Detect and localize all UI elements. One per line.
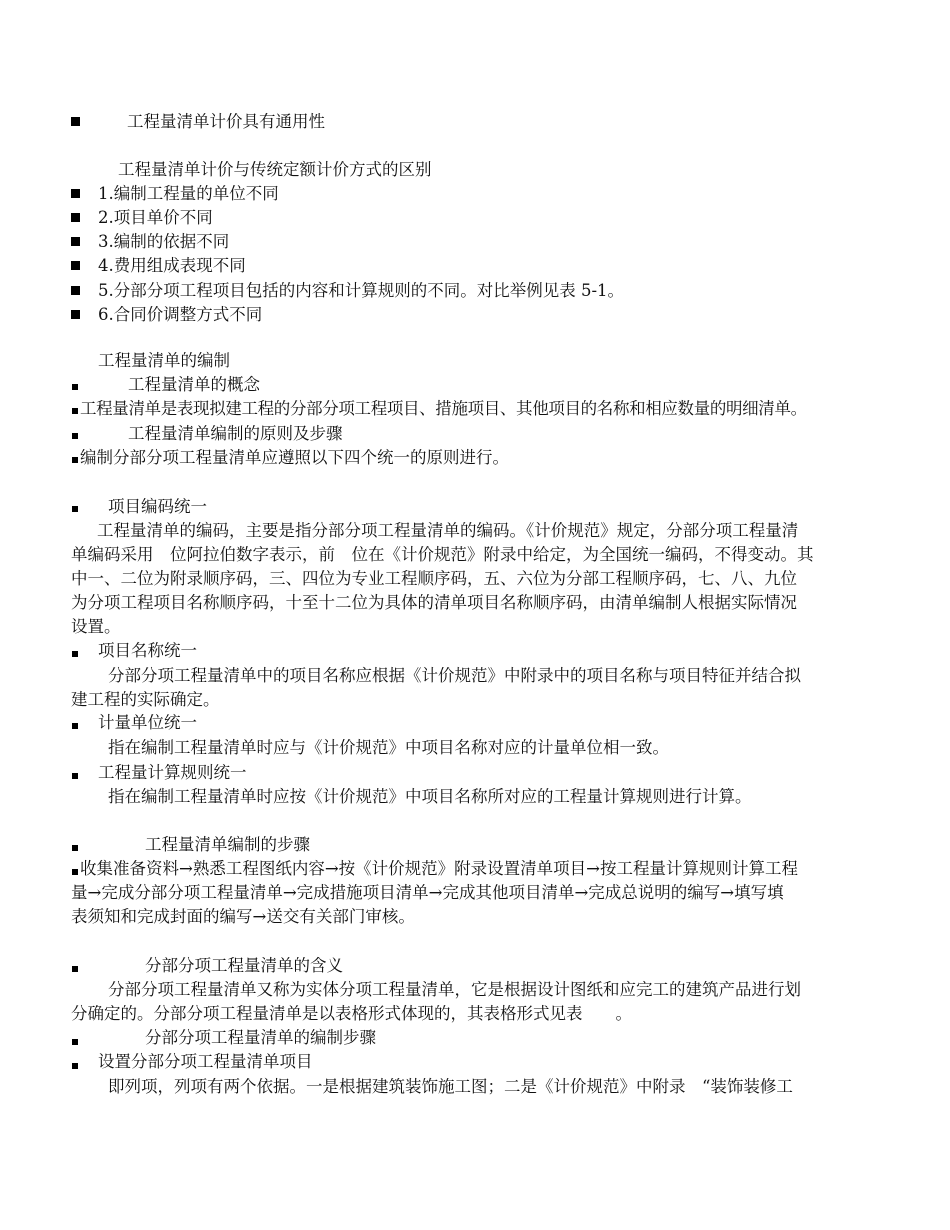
bullet-square-icon [71, 261, 80, 270]
bullet-square-icon [72, 1039, 78, 1045]
bullet-square-icon [71, 286, 80, 295]
paragraph-line: 工程量清单的编码，主要是指分部分项工程量清单的编码。《计价规范》规定，分部分项工程量清 [97, 521, 799, 540]
list-item: 1.编制工程量的单位不同 [98, 184, 279, 203]
bullet-square-icon [72, 966, 78, 972]
heading-line: 工程量清单计价具有通用性 [127, 112, 325, 131]
list-item: 6.合同价调整方式不同 [98, 305, 263, 324]
paragraph-line: 设置。 [71, 617, 121, 636]
paragraph-line: 量→完成分部分项工程量清单→完成措施项目清单→完成其他项目清单→完成总说明的编写→填写填 [71, 883, 784, 902]
bullet-square-icon [72, 773, 78, 779]
heading-line: 项目编码统一 [108, 497, 207, 516]
paragraph-line: 工程量清单是表现拟建工程的分部分项工程项目、措施项目、其他项目的名称和相应数量的明细清单。 [80, 399, 807, 418]
paragraph-line: 为分项工程项目名称顺序码，十至十二位为具体的清单项目名称顺序码，由清单编制人根据实际情况 [71, 593, 797, 612]
heading-line: 工程量清单的概念 [128, 375, 260, 394]
bullet-square-icon [72, 506, 78, 512]
paragraph-line: 单编码采用 位阿拉伯数字表示，前 位在《计价规范》附录中给定，为全国统一编码，不得变动。其 [71, 545, 814, 564]
paragraph-line: 建工程的实际确定。 [71, 690, 220, 709]
heading-line: 工程量清单编制的原则及步骤 [128, 424, 343, 443]
heading-line: 工程量清单计价与传统定额计价方式的区别 [118, 160, 432, 179]
heading-line: 分部分项工程量清单的含义 [145, 956, 343, 975]
heading-line: 工程量清单的编制 [98, 351, 230, 370]
bullet-square-icon [71, 310, 80, 319]
list-item: 2.项目单价不同 [98, 208, 213, 227]
heading-line: 计量单位统一 [98, 713, 197, 732]
bullet-square-icon [72, 408, 78, 414]
bullet-square-icon [71, 213, 80, 222]
bullet-square-icon [72, 869, 78, 875]
heading-line: 工程量计算规则统一 [98, 763, 247, 782]
paragraph-line: 编制分部分项工程量清单应遵照以下四个统一的原则进行。 [80, 448, 509, 467]
paragraph-line: 收集准备资料→熟悉工程图纸内容→按《计价规范》附录设置清单项目→按工程量计算规则计算工程 [80, 859, 798, 878]
list-item: 5.分部分项工程项目包括的内容和计算规则的不同。对比举例见表 5-1。 [98, 281, 625, 300]
bullet-square-icon [72, 384, 78, 390]
bullet-square-icon [71, 237, 80, 246]
bullet-square-icon [71, 189, 80, 198]
bullet-square-icon [72, 651, 78, 657]
bullet-square-icon [72, 1063, 78, 1069]
heading-line: 项目名称统一 [98, 641, 197, 660]
heading-line: 设置分部分项工程量清单项目 [98, 1052, 313, 1071]
list-item: 4.费用组成表现不同 [98, 256, 246, 275]
paragraph-line: 指在编制工程量清单时应与《计价规范》中项目名称对应的计量单位相一致。 [108, 738, 669, 757]
bullet-square-icon [72, 845, 78, 851]
paragraph-line: 即列项，列项有两个依据。一是根据建筑装饰施工图；二是《计价规范》中附录 “装饰装修工 [108, 1077, 793, 1096]
heading-line: 分部分项工程量清单的编制步骤 [145, 1028, 376, 1047]
paragraph-line: 表须知和完成封面的编写→送交有关部门审核。 [71, 907, 415, 926]
paragraph-line: 分确定的。分部分项工程量清单是以表格形式体现的，其表格形式见表 。 [71, 1004, 632, 1023]
bullet-square-icon [72, 433, 78, 439]
paragraph-line: 指在编制工程量清单时应按《计价规范》中项目名称所对应的工程量计算规则进行计算。 [108, 787, 752, 806]
paragraph-line: 中一、二位为附录顺序码，三、四位为专业工程顺序码，五、六位为分部工程顺序码，七、八、九位 [71, 569, 797, 588]
bullet-square-icon [72, 723, 78, 729]
list-item: 3.编制的依据不同 [98, 232, 230, 251]
paragraph-line: 分部分项工程量清单中的项目名称应根据《计价规范》中附录中的项目名称与项目特征并结合拟 [108, 666, 801, 685]
bullet-square-icon [72, 457, 78, 463]
paragraph-line: 分部分项工程量清单又称为实体分项工程量清单，它是根据设计图纸和应完工的建筑产品进行划 [108, 980, 801, 999]
bullet-square-icon [71, 117, 80, 126]
heading-line: 工程量清单编制的步骤 [145, 835, 310, 854]
